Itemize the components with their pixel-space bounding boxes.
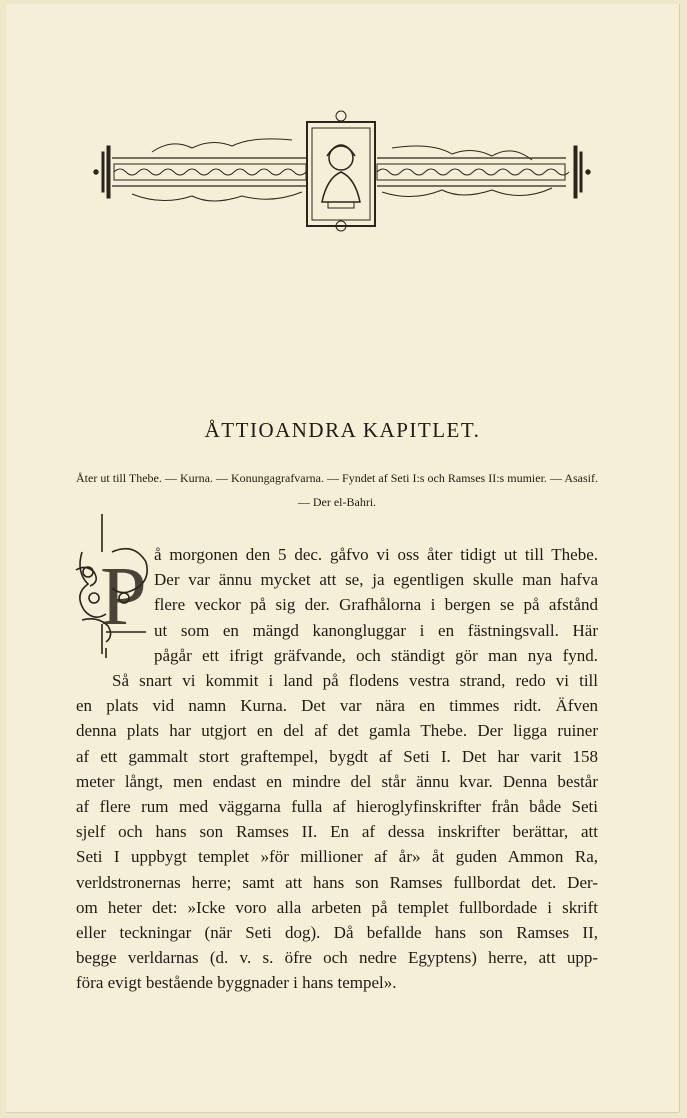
body-line: af flere rum med väggarna fulla af hieroglyfinskrifter från både Seti — [76, 797, 598, 817]
body-line: verldstronernas herre; samt att hans son Ramses fullbordat det. Der- — [76, 872, 598, 892]
body-line: å morgonen den 5 dec. gåfvo vi oss åter tidigt ut till Thebe. — [154, 545, 598, 564]
body-line: denna plats har utgjort en del af det gamla Thebe. Der ligga ruiner — [76, 721, 598, 741]
body-line: flere veckor på sig der. Grafhålorna i bergen se på afstånd — [154, 595, 598, 615]
dropcap-letter: P — [100, 550, 147, 643]
header-ornament — [92, 108, 592, 234]
body-line: sjelf och hans son Ramses II. En af dessa inskrifter berättar, att — [76, 822, 598, 842]
body-line: begge verldarnas (d. v. s. öfre och nedre Egyptens) herre, att upp- — [76, 948, 598, 968]
body-line: om heter det: »Icke voro alla arbeten på templet fullbordade i skrift — [76, 897, 598, 917]
body-line: eller teckningar (när Seti dog). Då befallde hans son Ramses II, — [76, 923, 598, 943]
body-line: pågår ett ifrigt gräfvande, och ständigt gör man nya fynd. — [154, 645, 598, 665]
body-line: ut som en mängd kanongluggar i en fästningsvall. Här — [154, 620, 598, 640]
body-line: föra evigt bestående byggnader i hans tempel». — [76, 973, 397, 993]
book-page — [6, 4, 679, 1112]
body-line: Seti I uppbygt templet »för millioner af år» åt guden Ammon Ra, — [76, 847, 598, 867]
body-line: af ett gammalt stort graftempel, bygdt af Seti I. Det har varit 158 — [76, 746, 598, 766]
body-line: meter långt, men endast en mindre del står ännu kvar. Denna består — [76, 771, 598, 791]
chapter-summary: Åter ut till Thebe. — Kurna. — Konungagrafvarna. — Fyndet af Seti I:s och Ramses II:s mumier. — Asasif. — Der el-Bahri. — [76, 471, 598, 509]
chapter-title: ÅTTIOANDRA KAPITLET. — [204, 418, 481, 442]
chapter-body — [76, 542, 598, 996]
body-line: Der var ännu mycket att se, ja egentligen skulle man hafva — [154, 570, 598, 590]
body-line: en plats vid namn Kurna. Det var nära en timmes ridt. Äfven — [76, 696, 598, 716]
body-line: Så snart vi kommit i land på flodens vestra strand, redo vi till — [112, 671, 598, 691]
